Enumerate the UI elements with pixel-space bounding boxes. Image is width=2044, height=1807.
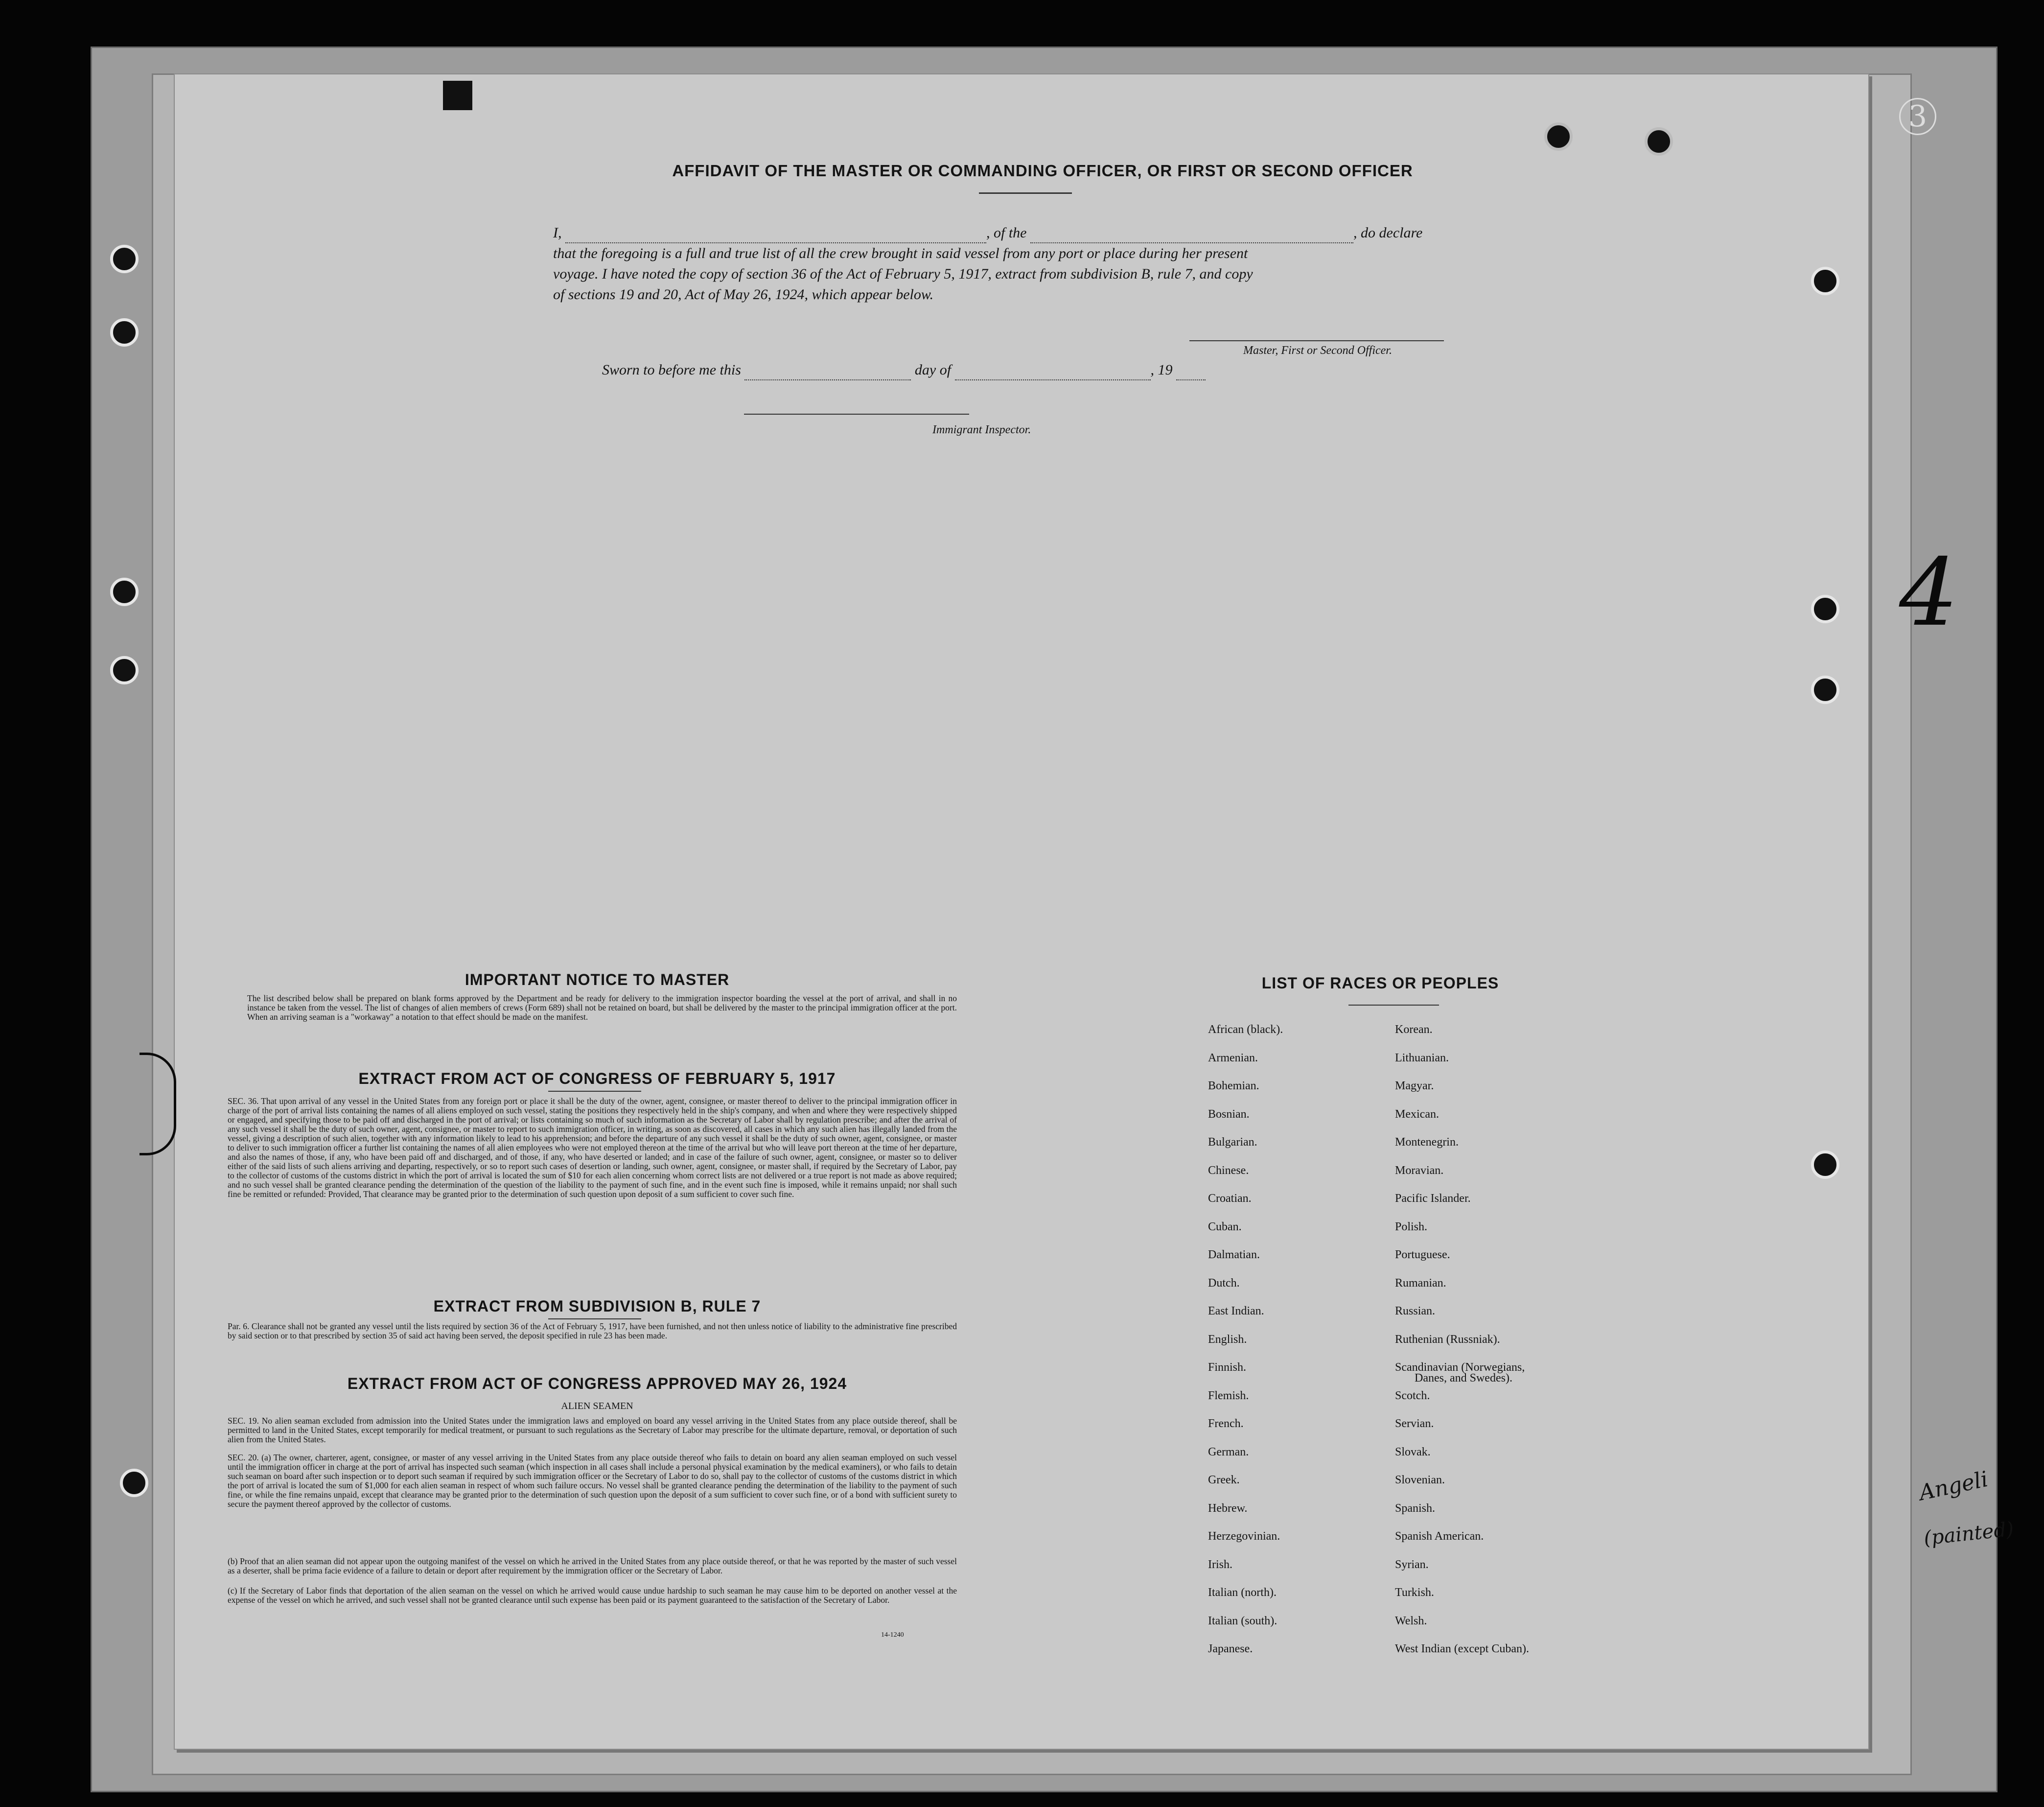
- race-item: Flemish.: [1208, 1389, 1249, 1402]
- binder-hole: [110, 318, 139, 347]
- race-item: Dutch.: [1208, 1276, 1240, 1290]
- binder-hole: [1811, 1150, 1839, 1179]
- extract-1917-title: EXTRACT FROM ACT OF CONGRESS OF FEBRUARY 5, 1917: [358, 1070, 836, 1087]
- sworn-year: , 19: [1150, 362, 1173, 378]
- title-rule: [979, 192, 1072, 194]
- race-item: Scotch.: [1395, 1389, 1430, 1402]
- page-number-circled: 3: [1899, 98, 1936, 135]
- extract-1924-sec20a: SEC. 20. (a) The owner, charterer, agent, consignee, or master of any vessel arriving in the United States from any place outside thereof who fails to detain on board any alien seaman employed on such vessel until the immigration officer in charge at the port of arrival has inspected such seaman (which inspection in all cases shall include a personal physical examination by the medical examiners), or who fails to detain such seaman on board after such inspection or to deport such seaman if required by such immigration officer or the Secretary of Labor to do so, shall pay to the collector of customs of the customs district in which the port of arrival is located the sum of $1,000 for each alien seaman in respect of whom such failure occurs. No vessel shall be granted clearance pending the determination of the liability to the payment of such fine, or while the fine remains unpaid, except that clearance may be granted prior to the determination of such question upon the deposit of a sum sufficient to cover such fine, or of a bond with sufficient surety to secure the payment thereof approved by the collector of customs.: [228, 1453, 957, 1509]
- race-item: West Indian (except Cuban).: [1395, 1643, 1529, 1655]
- races-column-2: [1395, 1016, 1529, 1664]
- race-item: East Indian.: [1208, 1305, 1264, 1317]
- binder-hole: [1645, 127, 1673, 156]
- race-item: Croatian.: [1208, 1192, 1252, 1205]
- binder-hole: [1811, 676, 1839, 704]
- binder-hole: [110, 245, 139, 273]
- binder-hole: [1811, 595, 1839, 623]
- race-item: English.: [1208, 1333, 1247, 1346]
- races-column-1: [1208, 1016, 1283, 1664]
- binder-hole: [110, 578, 139, 606]
- affidavit-line-1: [553, 223, 1503, 243]
- sworn-year-blank[interactable]: [1176, 366, 1206, 380]
- race-item: African (black).: [1208, 1023, 1283, 1036]
- binder-hole: [120, 1469, 148, 1497]
- extract-1924-sec19: SEC. 19. No alien seaman excluded from admission into the United States under the immigration laws and employed on board any vessel arriving in the United States from any place outside thereof, shall be permitted to land in the United States, except temporarily for medical treatment, or pursuant to such regulations as the Secretary of Labor may prescribe for the ultimate departure, removal, or deportation of such alien from the United States.: [228, 1416, 957, 1444]
- extract-1924-subtitle: ALIEN SEAMEN: [561, 1401, 633, 1411]
- sworn-month-blank[interactable]: [955, 366, 1151, 380]
- race-item: Irish.: [1208, 1558, 1232, 1571]
- extract-1917-text: SEC. 36. That upon arrival of any vessel in the United States from any foreign port or place it shall be the duty of the owner, agent, consignee, or master thereof to deliver to the principal immigration officer in charge of the port of arrival lists containing the names of all aliens employed on such vessel, stating the positions they respectively held in the ship's company, and when and where they were respectively shipped or engaged, and specifying those to be paid off and discharged in the port of arrival; or lists containing so much of such information as the Secretary of Labor shall by regulation prescribe; and after the arrival of any such vessel it shall be the duty of such owner, agent, consignee, or master to report to such immigration officer, in writing, as soon as discovered, all cases in which any such alien has illegally landed from the vessel, giving a description of such alien, together with any information likely to lead to his apprehension; and before the departure of any such vessel it shall be the duty of such owner, agent, consignee, or master to deliver to such immigration officer a further list containing the names of all alien employees who were not employed thereon at the time of the arrival but who will leave port thereon at the time of her departure, and also the names of those, if any, who have been paid off and discharged, and of those, if any, who have deserted or landed; and in case of the failure of such owner, agent, consignee, or master so to deliver either of the said lists of such aliens arriving and departing, respectively, or so to report such cases of desertion or landing, such owner, agent, consignee, or master shall, if required by the Secretary of Labor, pay to the collector of customs of the customs district in which the port of arrival is located the sum of $10 for each alien concerning whom correct lists are not delivered or a true report is not made as above required; and no such vessel shall be granted clearance pending the determination of the question of the liability to the payment of such fine, and in the event such fine is imposed, while it remains unpaid; nor shall such fine be remitted or refunded: Provided, That clearance may be granted prior to the determination of such question upon deposit of a sum sufficient to cover such fine.: [228, 1096, 957, 1199]
- extract-1924-sec20c: (c) If the Secretary of Labor finds that deportation of the alien seaman on the vessel on which he arrived would cause undue hardship to such seaman he may cause him to be deported on another vessel at the expense of the vessel on which he arrived, and such vessel shall not be granted clearance until such expense has been paid or its payment guaranteed to the satisfaction of the Secretary of Labor.: [228, 1586, 957, 1605]
- bracket-mark: [139, 1053, 176, 1155]
- master-signature-line: [1189, 340, 1444, 341]
- affidavit-line-4: of sections 19 and 20, Act of May 26, 1924, which appear below.: [553, 286, 934, 303]
- binder-hole: [1811, 267, 1839, 295]
- race-item: Syrian.: [1395, 1558, 1429, 1571]
- race-item: Mexican.: [1395, 1107, 1439, 1121]
- race-item: German.: [1208, 1445, 1249, 1458]
- race-item: Italian (north).: [1208, 1586, 1277, 1599]
- race-item: Armenian.: [1208, 1051, 1258, 1064]
- race-item: Servian.: [1395, 1417, 1434, 1430]
- paper-clip: [443, 81, 472, 110]
- affidavit-title: AFFIDAVIT OF THE MASTER OR COMMANDING OFFICER, OR FIRST OR SECOND OFFICER: [672, 162, 1413, 180]
- race-item: Welsh.: [1395, 1614, 1427, 1627]
- name-blank[interactable]: [565, 229, 986, 243]
- extract-rule7-title: EXTRACT FROM SUBDIVISION B, RULE 7: [433, 1297, 761, 1315]
- race-item: Lithuanian.: [1395, 1051, 1449, 1064]
- inspector-label: Immigrant Inspector.: [932, 423, 1031, 436]
- race-item: Scandinavian (Norwegians,: [1395, 1361, 1525, 1374]
- extract-1917-rule: [548, 1091, 641, 1092]
- sworn-line: [602, 360, 1287, 380]
- extract-1924-sec20b: (b) Proof that an alien seaman did not appear upon the outgoing manifest of the vessel on which he arrived in the United States from any place outside thereof, or that he was reported by the master of such vessel as a deserter, shall be prima facie evidence of a failure to detain or deport after requirement by the immigration officer or the Secretary of Labor.: [228, 1556, 957, 1575]
- affidavit-declare: , do declare: [1353, 225, 1423, 241]
- race-item: Chinese.: [1208, 1164, 1249, 1177]
- master-label: Master, First or Second Officer.: [1243, 344, 1392, 357]
- vessel-blank[interactable]: [1030, 229, 1353, 243]
- race-item: Hebrew.: [1208, 1502, 1248, 1515]
- race-item: Bohemian.: [1208, 1080, 1259, 1092]
- race-item: Dalmatian.: [1208, 1248, 1260, 1261]
- sworn-day: day of: [914, 362, 952, 378]
- race-item: Japanese.: [1208, 1643, 1253, 1655]
- extract-rule7-rule: [548, 1318, 641, 1319]
- race-item: Portuguese.: [1395, 1248, 1450, 1261]
- inspector-signature-line: [744, 414, 969, 415]
- races-column-2-extra: [1415, 1372, 1512, 1385]
- races-title: LIST OF RACES OR PEOPLES: [1261, 974, 1499, 992]
- race-item: Danes, and Swedes).: [1415, 1372, 1512, 1385]
- races-rule: [1348, 1005, 1439, 1006]
- race-item: Russian.: [1395, 1305, 1436, 1317]
- race-item: Cuban.: [1208, 1220, 1242, 1233]
- notice-text: The list described below shall be prepared on blank forms approved by the Department and be ready for delivery to the immigration inspector boarding the vessel at the port of arrival, and shall in no instance be taken from the vessel. The list of changes of alien members of crews (Form 689) shall not be retained on board, but shall be delivered by the master to the principal immigration officer at the port. When an arriving seaman is a "workaway" a notation to that effect should be made on the manifest.: [247, 993, 957, 1022]
- race-item: Slovak.: [1395, 1445, 1431, 1458]
- race-item: Montenegrin.: [1395, 1136, 1459, 1149]
- handwritten-note-1: Angeli: [1917, 1466, 1991, 1506]
- extract-1924-title: EXTRACT FROM ACT OF CONGRESS APPROVED MAY 26, 1924: [347, 1375, 847, 1392]
- handwritten-note-2: (painted): [1923, 1518, 2015, 1550]
- race-item: Polish.: [1395, 1220, 1428, 1233]
- notice-title: IMPORTANT NOTICE TO MASTER: [465, 971, 730, 988]
- race-item: Spanish.: [1395, 1502, 1436, 1515]
- race-item: Ruthenian (Russniak).: [1395, 1333, 1500, 1346]
- race-item: Bulgarian.: [1208, 1136, 1257, 1149]
- race-item: Magyar.: [1395, 1080, 1434, 1092]
- race-item: Pacific Islander.: [1395, 1192, 1471, 1205]
- race-item: Italian (south).: [1208, 1614, 1278, 1627]
- handwritten-margin-number: 4: [1899, 539, 1958, 647]
- affidavit-i: I,: [553, 225, 562, 241]
- race-item: Turkish.: [1395, 1586, 1434, 1599]
- binder-hole: [110, 656, 139, 684]
- race-item: Greek.: [1208, 1474, 1240, 1486]
- race-item: French.: [1208, 1417, 1244, 1430]
- sworn-date-blank[interactable]: [744, 366, 911, 380]
- affidavit-line-3: voyage. I have noted the copy of section 36 of the Act of February 5, 1917, extract from subdivision B, rule 7, and copy: [553, 266, 1253, 282]
- race-item: Finnish.: [1208, 1361, 1247, 1374]
- race-item: Moravian.: [1395, 1164, 1444, 1177]
- race-item: Korean.: [1395, 1023, 1433, 1036]
- race-item: Herzegovinian.: [1208, 1530, 1280, 1543]
- race-item: Slovenian.: [1395, 1474, 1445, 1486]
- affidavit-line-2: that the foregoing is a full and true list of all the crew brought in said vessel from any port or place during her present: [553, 245, 1248, 261]
- affidavit-of-the: , of the: [986, 225, 1027, 241]
- race-item: Spanish American.: [1395, 1530, 1484, 1543]
- form-number: 14-1240: [881, 1631, 904, 1639]
- race-item: Bosnian.: [1208, 1107, 1250, 1121]
- sworn-prefix: Sworn to before me this: [602, 362, 741, 378]
- extract-rule7-text: Par. 6. Clearance shall not be granted any vessel until the lists required by section 36 of the Act of February 5, 1917, have been furnished, and not then unless notice of liability to the administrative fine prescribed by said section or to that prescribed by section 35 of said act having been served, the deposit specified in rule 23 has been made.: [228, 1321, 957, 1340]
- race-item: Rumanian.: [1395, 1276, 1446, 1290]
- binder-hole: [1544, 122, 1573, 151]
